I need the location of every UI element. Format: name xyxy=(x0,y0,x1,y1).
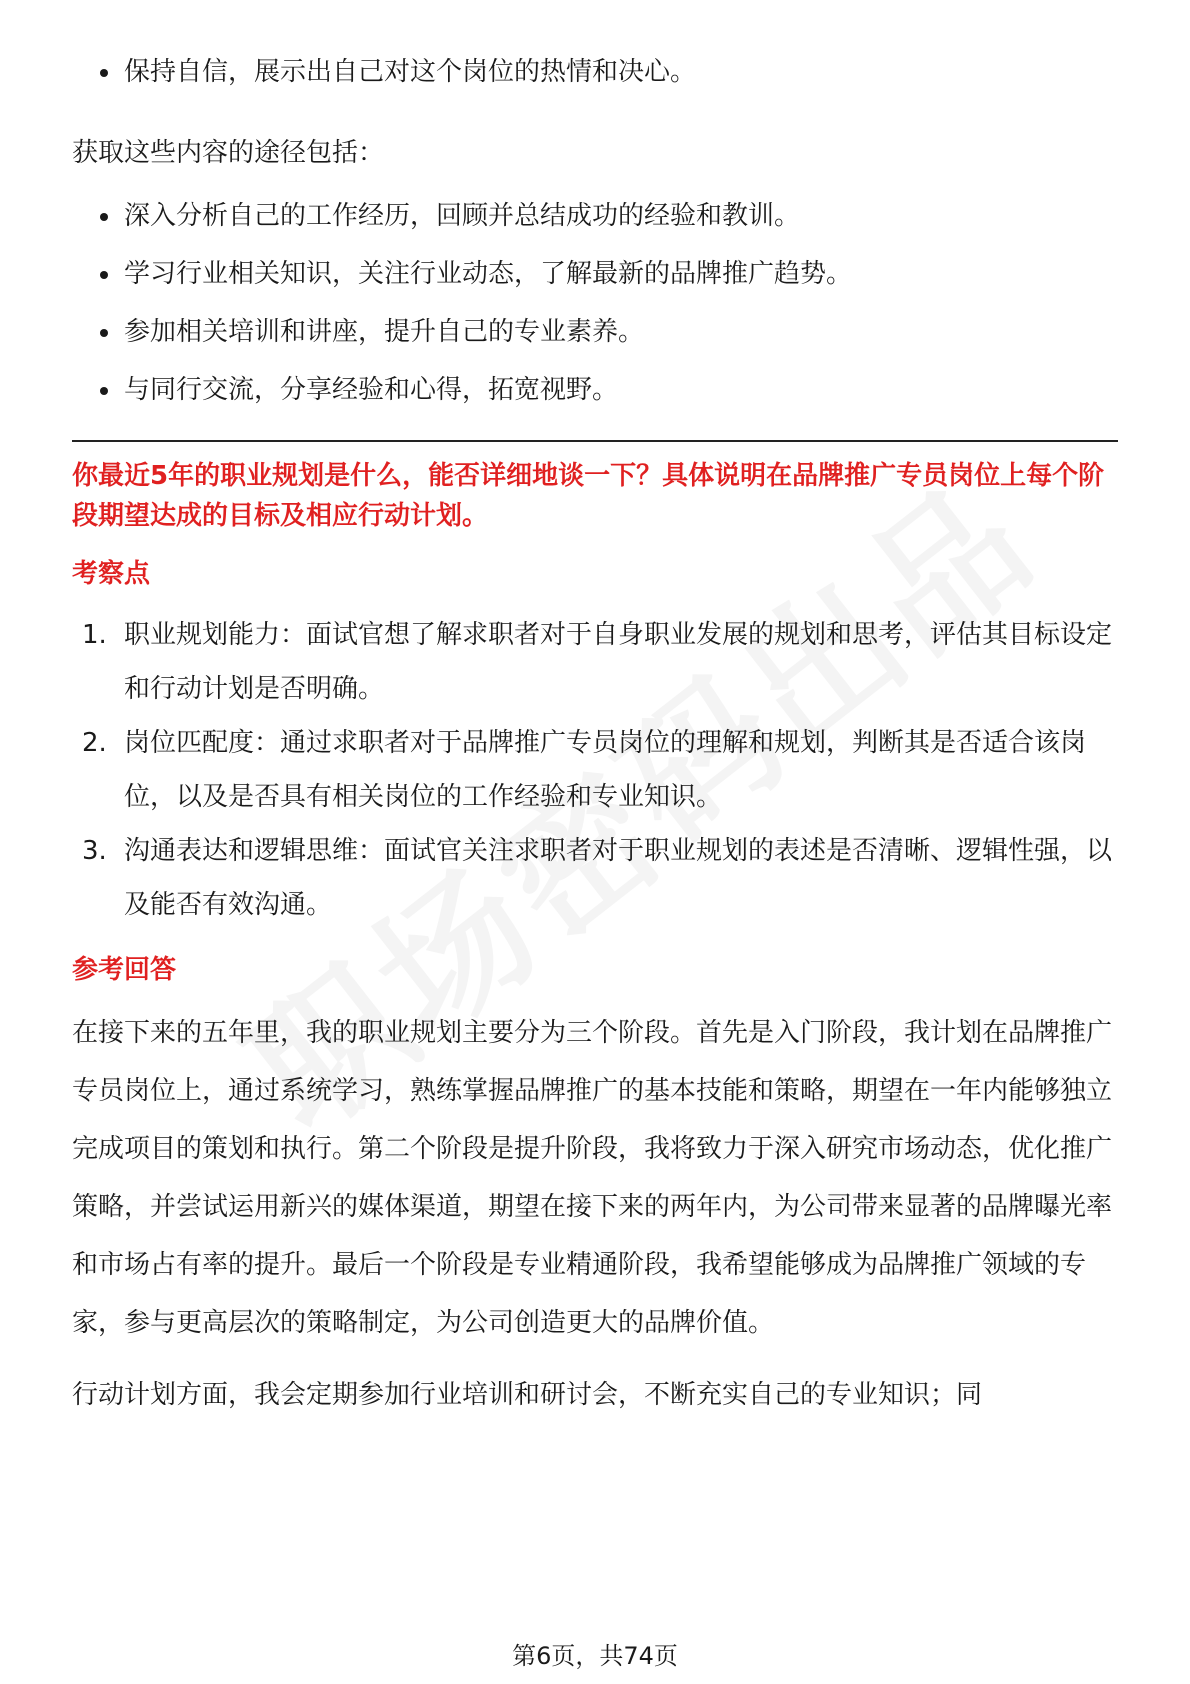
list-item: 与同行交流，分享经验和心得，拓宽视野。 xyxy=(72,370,1118,410)
points-list xyxy=(72,608,1118,932)
ways-list xyxy=(72,196,1118,410)
list-number: 1. xyxy=(82,620,107,650)
points-title: 考察点 xyxy=(72,559,151,589)
list-number: 3. xyxy=(82,836,107,866)
list-item: 学习行业相关知识，关注行业动态，了解最新的品牌推广趋势。 xyxy=(72,254,1118,294)
list-item xyxy=(72,608,1118,716)
answer-title: 参考回答 xyxy=(72,955,177,985)
page-number: 第6页，共74页 xyxy=(512,1642,678,1670)
list-text: 职业规划能力：面试官想了解求职者对于自身职业发展的规划和思考，评估其目标设定和行动计划是否明确。 xyxy=(124,620,1113,704)
answer-paragraph: 在接下来的五年里，我的职业规划主要分为三个阶段。首先是入门阶段，我计划在品牌推广专员岗位上，通过系统学习，熟练掌握品牌推广的基本技能和策略，期望在一年内能够独立完成项目的策划和执行。第二个阶段是提升阶段，我将致力于深入研究市场动态，优化推广策略，并尝试运用新兴的媒体渠道，期望在接下来的两年内，为公司带来显著的品牌曝光率和市场占有率的提升。最后一个阶段是专业精通阶段，我希望能够成为品牌推广领域的专家，参与更高层次的策略制定，为公司创造更大的品牌价值。 xyxy=(72,1018,1113,1338)
section-divider xyxy=(72,440,1118,442)
page-content xyxy=(72,52,1118,1424)
answer-paragraph: 行动计划方面，我会定期参加行业培训和研讨会，不断充实自己的专业知识；同 xyxy=(72,1380,983,1410)
ways-intro: 获取这些内容的途径包括： xyxy=(72,138,385,168)
list-item: 深入分析自己的工作经历，回顾并总结成功的经验和教训。 xyxy=(72,196,1118,236)
list-item: 参加相关培训和讲座，提升自己的专业素养。 xyxy=(72,312,1118,352)
list-item: 保持自信，展示出自己对这个岗位的热情和决心。 xyxy=(72,52,1118,92)
top-bullet-list xyxy=(72,52,1118,92)
list-number: 2. xyxy=(82,728,107,758)
list-item xyxy=(72,824,1118,932)
list-item xyxy=(72,716,1118,824)
question-heading: 你最近5年的职业规划是什么，能否详细地谈一下？具体说明在品牌推广专员岗位上每个阶段期望达成的目标及相应行动计划。 xyxy=(72,461,1105,531)
list-text: 沟通表达和逻辑思维：面试官关注求职者对于职业规划的表述是否清晰、逻辑性强，以及能否有效沟通。 xyxy=(124,836,1113,920)
list-text: 岗位匹配度：通过求职者对于品牌推广专员岗位的理解和规划，判断其是否适合该岗位，以及是否具有相关岗位的工作经验和专业知识。 xyxy=(124,728,1087,812)
